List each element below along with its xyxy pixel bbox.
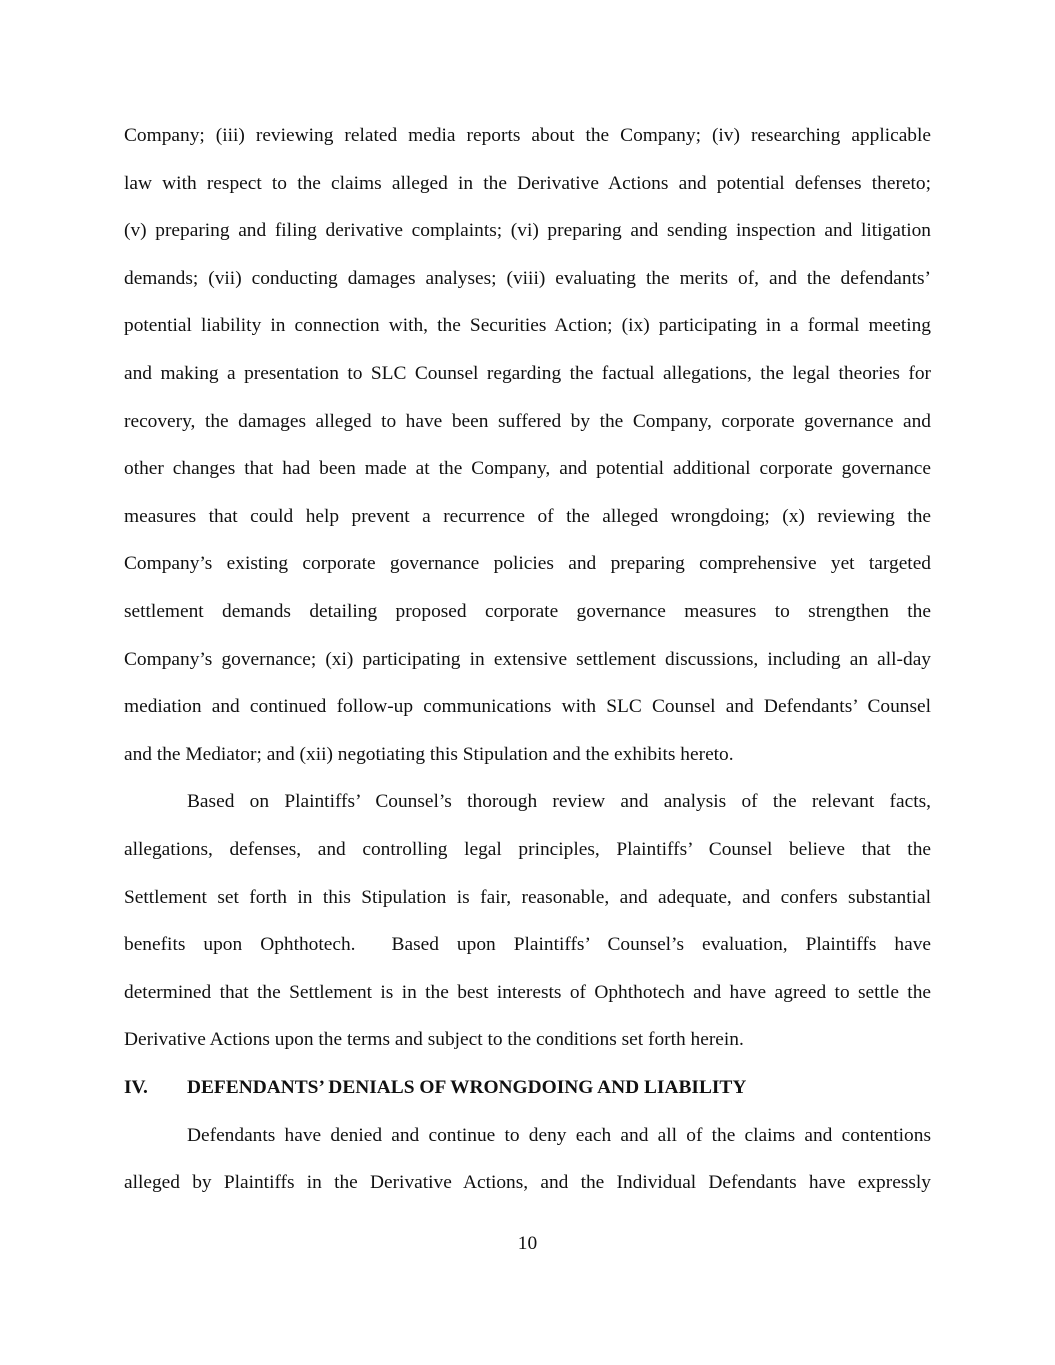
page-number: 10	[517, 1233, 538, 1254]
text-line: allegations, defenses, and controlling legal principles, Plaintiffs’ Counsel believe that the	[124, 839, 931, 860]
text-line: demands; (vii) conducting damages analyses; (viii) evaluating the merits of, and the defendants’	[124, 268, 931, 289]
text-line: Settlement set forth in this Stipulation is fair, reasonable, and adequate, and confers substantial	[124, 887, 931, 908]
text-line: alleged by Plaintiffs in the Derivative Actions, and the Individual Defendants have expressly	[124, 1172, 931, 1193]
text-line: measures that could help prevent a recurrence of the alleged wrongdoing; (x) reviewing the	[124, 506, 931, 527]
text-line: and making a presentation to SLC Counsel regarding the factual allegations, the legal theories for	[124, 363, 931, 384]
text-line: Company’s existing corporate governance policies and preparing comprehensive yet targeted	[124, 553, 931, 574]
text-line: settlement demands detailing proposed corporate governance measures to strengthen the	[124, 601, 931, 622]
section-title: DEFENDANTS’ DENIALS OF WRONGDOING AND LIABILITY	[187, 1077, 747, 1098]
text-line: mediation and continued follow-up communications with SLC Counsel and Defendants’ Counsel	[124, 696, 931, 717]
text-line: law with respect to the claims alleged in the Derivative Actions and potential defenses thereto;	[124, 173, 931, 194]
text-line: potential liability in connection with, the Securities Action; (ix) participating in a formal meeting	[124, 315, 931, 336]
text-line: Company; (iii) reviewing related media reports about the Company; (iv) researching applicable	[124, 125, 931, 146]
text-line: Derivative Actions upon the terms and subject to the conditions set forth herein.	[124, 1029, 744, 1050]
text-line: determined that the Settlement is in the best interests of Ophthotech and have agreed to settle the	[124, 982, 931, 1003]
text-line: Company’s governance; (xi) participating in extensive settlement discussions, including an all-day	[124, 649, 931, 670]
text-line: Based on Plaintiffs’ Counsel’s thorough review and analysis of the relevant facts,	[187, 791, 931, 812]
text-line: other changes that had been made at the Company, and potential additional corporate governance	[124, 458, 931, 479]
text-line: Defendants have denied and continue to deny each and all of the claims and contentions	[187, 1125, 931, 1146]
text-line: benefits upon Ophthotech. Based upon Plaintiffs’ Counsel’s evaluation, Plaintiffs have	[124, 934, 931, 955]
text-line: (v) preparing and filing derivative complaints; (vi) preparing and sending inspection and litigation	[124, 220, 931, 241]
text-line: and the Mediator; and (xii) negotiating this Stipulation and the exhibits hereto.	[124, 744, 734, 765]
text-line: recovery, the damages alleged to have been suffered by the Company, corporate governance and	[124, 411, 931, 432]
section-number: IV.	[124, 1077, 148, 1098]
